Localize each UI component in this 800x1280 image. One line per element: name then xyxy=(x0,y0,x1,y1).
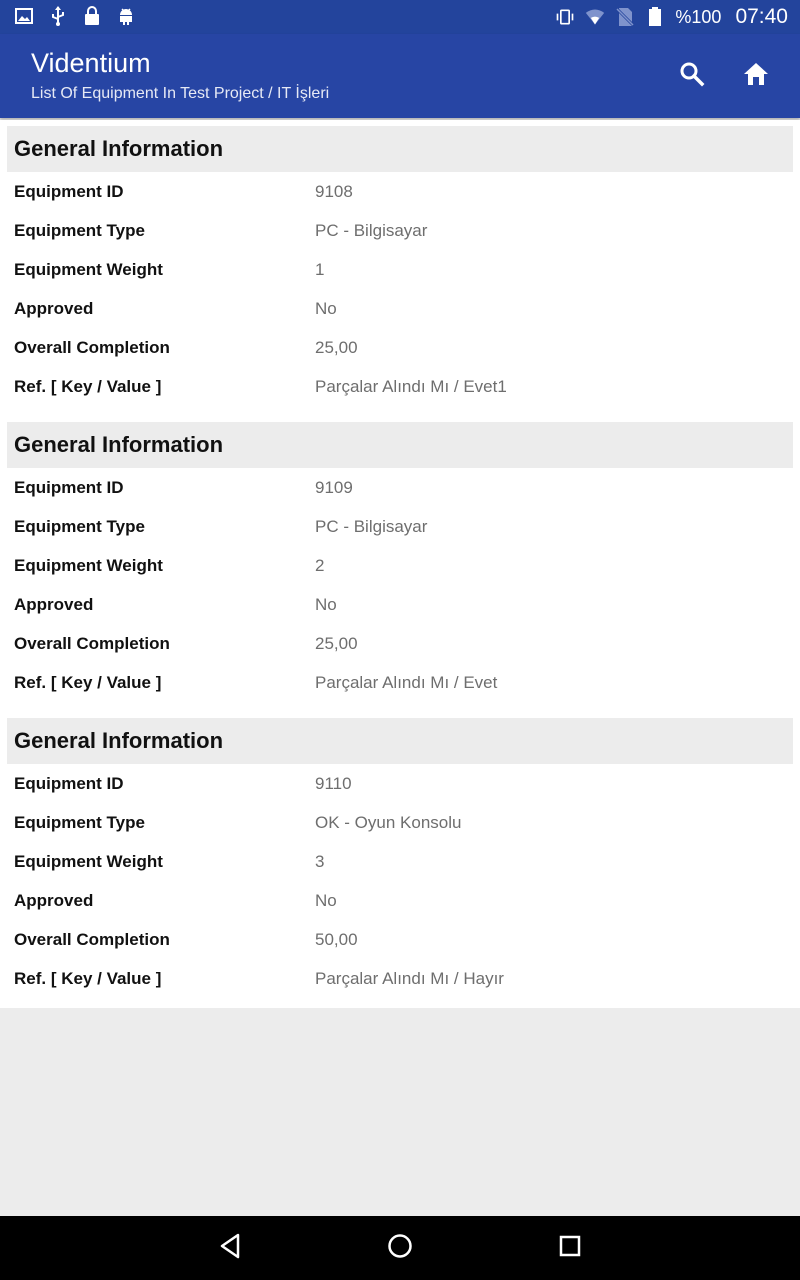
field-label: Equipment Type xyxy=(14,220,145,240)
field-label: Overall Completion xyxy=(14,337,170,357)
field-row xyxy=(7,624,793,663)
android-icon xyxy=(116,6,136,26)
field-value: 50,00 xyxy=(315,929,358,949)
home-circle-icon xyxy=(386,1232,414,1265)
back-icon xyxy=(216,1232,244,1265)
clock: 07:40 xyxy=(735,5,788,28)
home-nav-button[interactable] xyxy=(382,1230,418,1266)
field-value: Parçalar Alındı Mı / Evet1 xyxy=(315,376,507,396)
card-header: General Information xyxy=(7,422,793,468)
field-row xyxy=(7,367,793,406)
field-row xyxy=(7,959,793,998)
field-value: OK - Oyun Konsolu xyxy=(315,812,462,832)
field-value: PC - Bilgisayar xyxy=(315,516,428,536)
recents-icon xyxy=(557,1233,583,1264)
home-button[interactable] xyxy=(736,58,776,94)
field-label: Overall Completion xyxy=(14,633,170,653)
field-value: 3 xyxy=(315,851,325,871)
field-value: 1 xyxy=(315,259,325,279)
card-header: General Information xyxy=(7,718,793,764)
status-bar xyxy=(0,0,800,34)
field-row xyxy=(7,842,793,881)
back-button[interactable] xyxy=(212,1230,248,1266)
field-value: No xyxy=(315,890,337,910)
app-title: Videntium xyxy=(31,48,151,78)
app-bar xyxy=(0,34,800,118)
recents-button[interactable] xyxy=(552,1230,588,1266)
field-row xyxy=(7,803,793,842)
app-subtitle: List Of Equipment In Test Project / IT İşleri xyxy=(31,85,330,102)
field-value: 25,00 xyxy=(315,633,358,653)
field-value: Parçalar Alındı Mı / Evet xyxy=(315,672,498,692)
home-icon xyxy=(742,61,770,92)
field-row xyxy=(7,328,793,367)
field-value: 9109 xyxy=(315,477,353,497)
battery-percentage: %100 xyxy=(675,6,722,27)
field-row xyxy=(7,546,793,585)
lock-icon xyxy=(82,6,102,26)
field-label: Ref. [ Key / Value ] xyxy=(14,968,162,988)
field-row xyxy=(7,764,793,803)
battery-icon xyxy=(645,7,665,27)
field-row xyxy=(7,507,793,546)
field-label: Approved xyxy=(14,890,94,910)
equipment-list[interactable] xyxy=(0,120,800,1008)
field-value: 9108 xyxy=(315,181,353,201)
image-icon xyxy=(14,6,34,26)
field-label: Equipment Weight xyxy=(14,851,163,871)
equipment-card[interactable] xyxy=(0,416,800,712)
field-value: Parçalar Alındı Mı / Hayır xyxy=(315,968,504,988)
field-label: Ref. [ Key / Value ] xyxy=(14,376,162,396)
field-value: PC - Bilgisayar xyxy=(315,220,428,240)
field-row xyxy=(7,663,793,702)
search-icon xyxy=(679,61,705,92)
field-value: 2 xyxy=(315,555,325,575)
no-sim-icon xyxy=(615,7,635,27)
field-row xyxy=(7,289,793,328)
field-row xyxy=(7,920,793,959)
field-label: Ref. [ Key / Value ] xyxy=(14,672,162,692)
field-label: Equipment Type xyxy=(14,812,145,832)
wifi-icon xyxy=(585,7,605,27)
field-row xyxy=(7,468,793,507)
field-value: No xyxy=(315,298,337,318)
field-row xyxy=(7,585,793,624)
field-label: Equipment ID xyxy=(14,181,124,201)
field-label: Equipment Weight xyxy=(14,259,163,279)
navigation-bar xyxy=(0,1216,800,1280)
field-label: Overall Completion xyxy=(14,929,170,949)
field-row xyxy=(7,250,793,289)
field-label: Equipment ID xyxy=(14,773,124,793)
field-row xyxy=(7,211,793,250)
field-value: 9110 xyxy=(315,773,352,793)
field-value: No xyxy=(315,594,337,614)
usb-icon xyxy=(48,6,68,26)
field-label: Equipment ID xyxy=(14,477,124,497)
field-row xyxy=(7,881,793,920)
search-button[interactable] xyxy=(672,58,712,94)
field-label: Equipment Type xyxy=(14,516,145,536)
field-label: Approved xyxy=(14,298,94,318)
equipment-card[interactable] xyxy=(0,120,800,416)
equipment-card[interactable] xyxy=(0,712,800,1008)
field-value: 25,00 xyxy=(315,337,358,357)
card-header: General Information xyxy=(7,126,793,172)
field-label: Equipment Weight xyxy=(14,555,163,575)
vibrate-icon xyxy=(555,7,575,27)
field-label: Approved xyxy=(14,594,94,614)
field-row xyxy=(7,172,793,211)
